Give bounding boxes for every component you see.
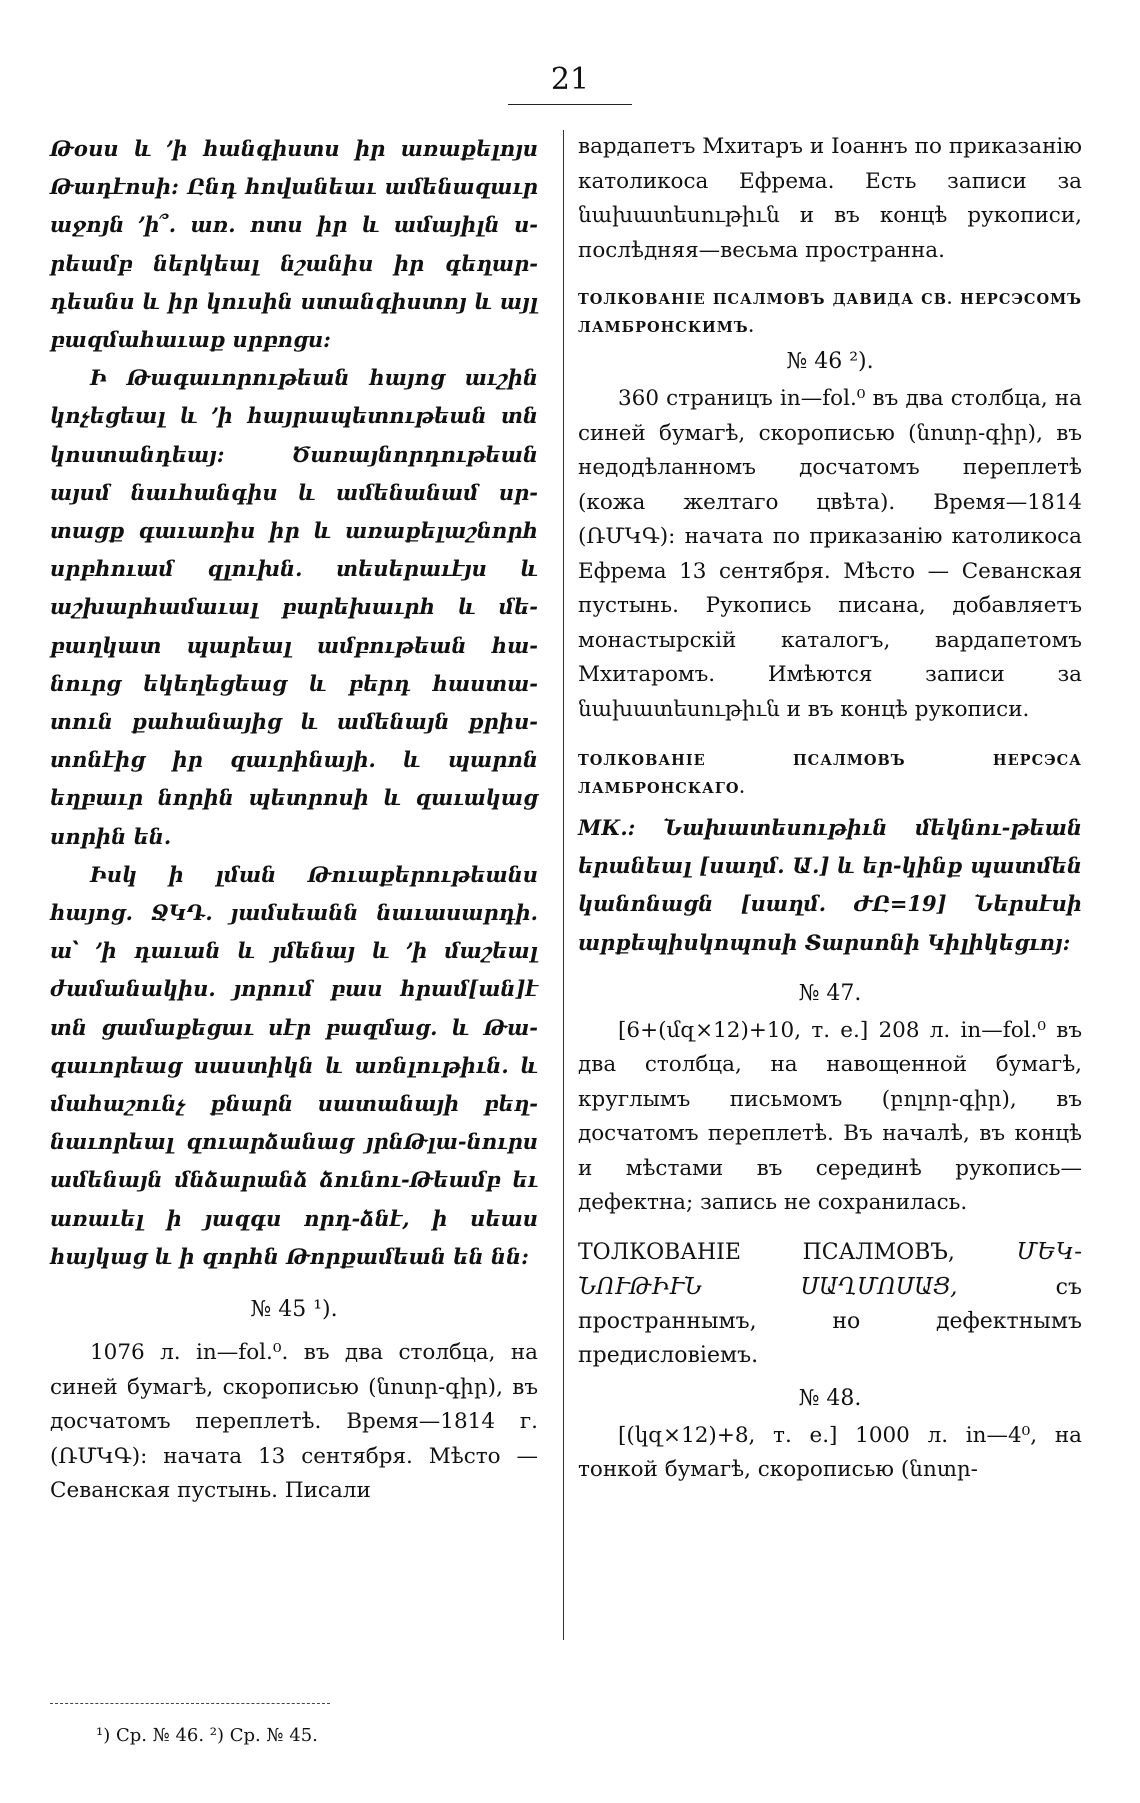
mk-incipit-paragraph: МК.: Նախատեսութիւն մեկնու-թեան երանեալ [սաղմ. Ա.] և եր-կինք պատմեն կանոնացն [սաղմ. ԺԸ=19] Ներսէսի արքեպիսկոպոսի Տարսոնի Կիլիկեցւոյ: <box>578 815 1082 955</box>
armenian-colophon-paragraph-1: Թօսս և ՚ի հանգիստս իր առաքելոյս Թադէոսի: Ընդ հովանեաւ ամենազաւր աջոյն ՚ի՞. առ. ոտս իր և ամայիլն ս-րեամբ ներկեալ նշանիս իր գեղար-դեանս և իր կուսին ստանգիստոյ և այլ բազմահաւաք սրբոցս: <box>50 136 538 353</box>
armenian-colophon-paragraph-2: Ի Թագաւորութեան հայոց աւշին կոչեցեալ և ՚ի հայրապետութեան տն կոստանդեայ: Ծառայնորդութեան այսմ նաւհանգիս և ամենանամ սր-տացք գաւառիս իր և առաքելաշնորհ սրբհուամ զլուխն. տեսերաւէյս և աշխարհամաւալ բարեխաւրհ և մե-բաղկատ պարեալ ամբութեան հա-նուրց եկեղեցեաց և բերդ հաստա-տուն քահանայից և ամենայն քրիս-տոնէից իր զաւրինայի. և պարոն եղբաւր նորին պետրոսի և զաւակաց սորին են. <box>50 365 538 849</box>
section-heading-nerses-lambronsky: ТОЛКОВАНІЕ ПСАЛМОВЪ НЕРСЭСА ЛАМБРОНСКАГО. <box>578 752 1082 797</box>
heading-caps-part: ТОЛКОВАНІЕ ПСАЛМОВЪ, <box>578 1239 955 1265</box>
page-number: 21 <box>550 62 590 97</box>
footnotes: ¹) Ср. № 46. ²) Ср. № 45. <box>96 1725 318 1746</box>
entry-45-label: № 45 ¹). <box>250 1297 338 1323</box>
entry-46-text: 360 страницъ in—fol.⁰ въ два столбца, на синей бумагѣ, скорописью (նոտր-գիր), въ недодѣланномъ досчатомъ переплетѣ (кожа желтаго цвѣта). Время—1814 (ՌՄԿԳ): начата по приказанію католикоса Ефрема 13 сентября. Мѣсто — Севанская пустынь. Рукопись писана, добавляетъ монастырскій каталогъ, вардапетомъ Мхитаромъ. Имѣются записи за նախատեսութիւն и въ концѣ рукописи. <box>578 386 1082 722</box>
armenian-colophon-paragraph-3: Իսկ ի լման Թուաքերութեանս հայոց. ՋԿԴ. յամսեանն նաւասարդի. ա՝ ՚ի դաւան և յմենայ և ՚ի մաշեալ ժամանակիս. յորում բաս հրամ[ան]է տն ցամաքեցաւ սէր բազմաց. և Թա-գաւորեաց սաստիկն և առնլութիւն. և մահաշունչ քնարն սատանայի բեղ-նաւորեալ զուարձանաց յրնԹլա-նուրս ամենայն մնձարանձ ձունու-Թեամբ եւ առաւել ի յազգս որդ-ձնէ, ի սեաս հայկաց և ի զորհն Թորքամեան են նն: <box>50 861 538 1269</box>
entry-46-label: № 46 ²). <box>786 349 874 374</box>
entry-48-text: [(կզ×12)+8, т. е.] 1000 л. in—4⁰, на тонкой бумагѣ, скорописью (նոտր- <box>578 1422 1082 1483</box>
header-rule <box>508 104 632 105</box>
heading-rest-part: съ пространнымъ, но дефектнымъ предисловіемъ. <box>578 1274 1082 1368</box>
section-heading-psalm-commentary <box>578 1235 1082 1373</box>
column-divider <box>563 130 564 1640</box>
entry-47-label: № 47. <box>798 980 862 1006</box>
entry-45-text: 1076 л. in—fol.⁰. въ два столбца, на синей бумагѣ, скорописью (նոտր-գիր), въ досчатомъ переплетѣ. Время—1814 г. (ՌՄԿԳ): начата 13 сентября. Мѣсто — Севанская пустынь. Писали <box>50 1340 538 1504</box>
left-column <box>50 130 538 1509</box>
right-column <box>578 130 1082 1488</box>
entry-47-text: [6+(մզ×12)+10, т. е.] 208 л. in—fol.⁰ въ два столбца, на навощенной бумагѣ, круглымъ письмомъ (բոլոր-գիր), въ досчатомъ переплетѣ. Въ началѣ, въ концѣ и мѣстами въ серединѣ рукопись—дефектна; запись не сохранилась. <box>578 1017 1082 1216</box>
section-heading-nerses-commentary: ТОЛКОВАНІЕ ПСАЛМОВЪ ДАВИДА СВ. НЕРСЭСОМЪ ЛАМБРОНСКИМЪ. <box>578 291 1082 336</box>
footnote-rule <box>50 1703 330 1704</box>
entry-48-label: № 48. <box>798 1385 862 1411</box>
entry-45-continuation: вардапетъ Мхитаръ и Іоаннъ по приказанію католикоса Ефрема. Есть записи за նախատեսութիւն и въ концѣ рукописи, послѣдняя—весьма пространна. <box>578 134 1082 263</box>
heading-armenian-part: ՄԵԿ-ՆՈՒԹԻՒՆ ՍԱՂՄՈՍԱՑ, <box>578 1238 1082 1300</box>
